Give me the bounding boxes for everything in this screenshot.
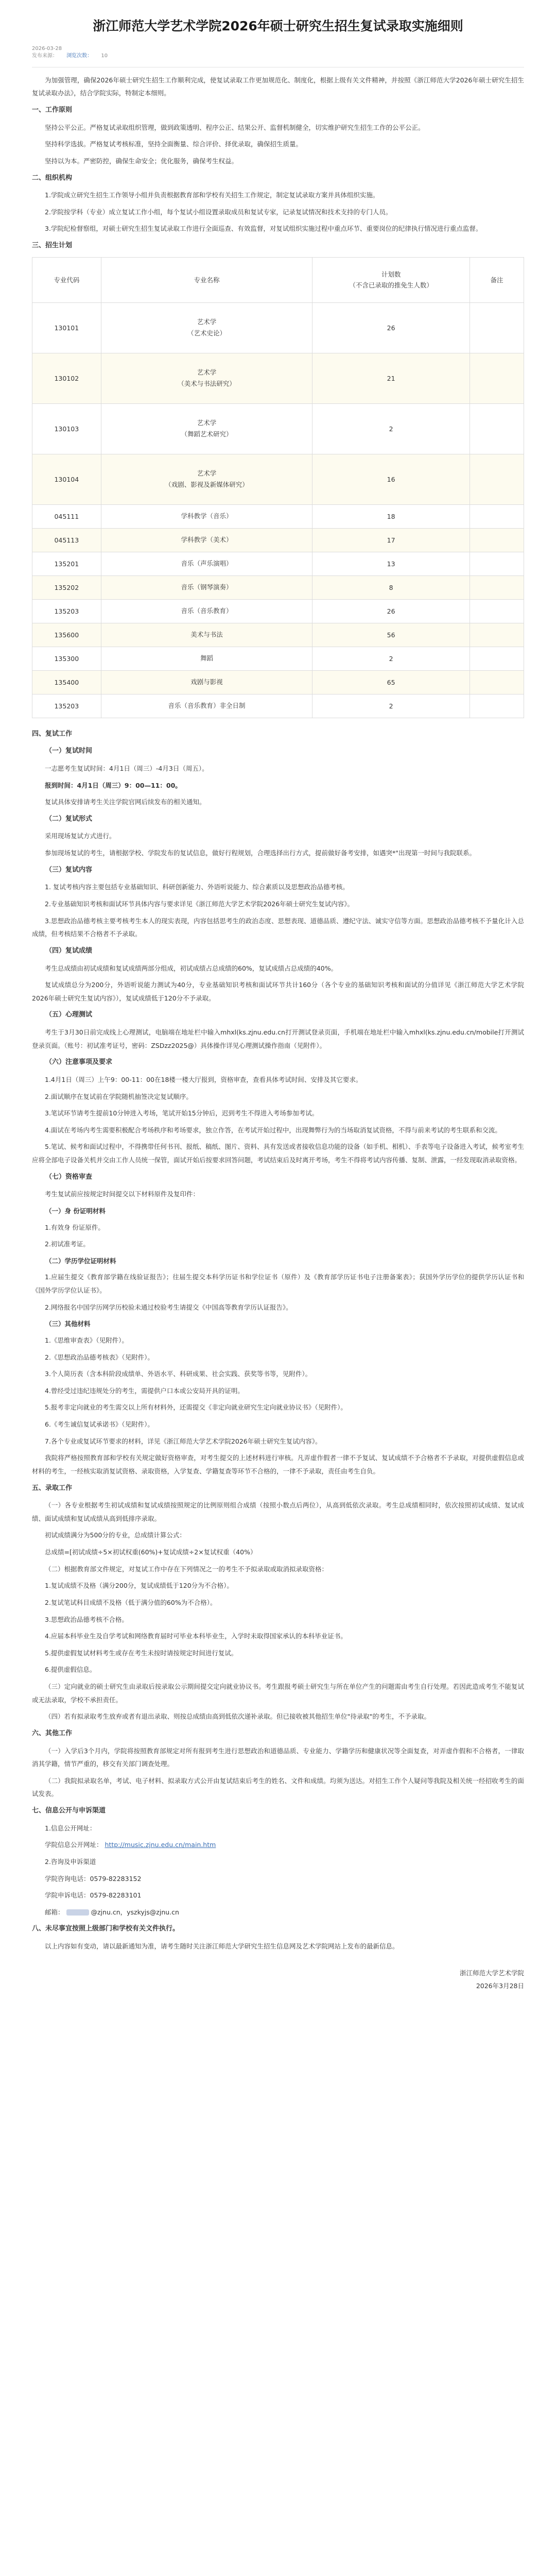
footer-date: 2026年3月28日 <box>476 1981 524 1990</box>
major-code-cell: 135201 <box>32 552 101 575</box>
major-code-cell: 130104 <box>32 454 101 504</box>
appeal-phone: 学院申诉电话：0579-82283101 <box>45 1891 142 1900</box>
paragraph: 采用现场复试方式进行。 <box>45 832 116 840</box>
meta-row <box>32 53 524 60</box>
column-header: 专业名称 <box>101 257 312 302</box>
paragraph: （一）各专业根据考生初试成绩和复试成绩按照规定的比例原则组合成绩（按照小数点后两位），从高到低依次录取。考生总成绩相同时，依次按照初试成绩、复试成绩、面试成绩和复试成绩从高到低排序录取。 <box>32 1501 524 1522</box>
plan-count-cell: 21 <box>312 353 470 403</box>
paragraph: 1.有效身 份证原件。 <box>45 1223 105 1231</box>
major-code-cell: 135600 <box>32 623 101 647</box>
section-heading: 七、信息公开与申诉渠道 <box>32 1807 106 1815</box>
major-name-cell: 艺术学 （舞蹈艺术研究） <box>101 403 312 454</box>
paragraph: 1.学院成立研究生招生工作领导小组并负责根据教育部和学校有关招生工作规定，制定复试录取方案并具体组织实施。 <box>45 191 379 199</box>
paragraph: 1. 复试考核内容主要包括专业基础知识、科研创新能力、外语听说能力、综合素质以及思想政治品德考核。 <box>45 883 349 891</box>
note-cell <box>470 552 524 575</box>
paragraph: 3.个人简历表（含本科阶段成绩单、外语水平、科研成果、社会实践、获奖等书等，见附件）。 <box>45 1370 312 1378</box>
note-cell <box>470 302 524 353</box>
views-count: 10 <box>101 53 108 59</box>
subsection-heading: （六）注意事项及要求 <box>45 1058 113 1066</box>
subsection-heading: （一）复试时间 <box>45 747 93 755</box>
paragraph: 3.思想政治品德考核主要考核考生本人的现实表现，内容包括思考生的政治态度、思想表现、道德品质、遵纪守法、诚实守信等方面。思想政治品德考核不予量化计入总成绩，但考核结果不合格者不予录取。 <box>32 917 524 938</box>
paragraph: 6.《考生诚信复试承诺书》（见附件）。 <box>45 1420 154 1429</box>
subsubsection-heading: （三）其他材料 <box>45 1320 91 1328</box>
paragraph: 2.咨询及申诉渠道 <box>45 1857 96 1866</box>
table-row <box>32 670 524 694</box>
plan-count-cell: 26 <box>312 302 470 353</box>
paragraph: 2.初试准考证。 <box>45 1240 90 1248</box>
paragraph: 考生复试前应按规定时间提交以下材料原件及复印件： <box>45 1190 200 1198</box>
major-code-cell: 130102 <box>32 353 101 403</box>
plan-count-cell: 2 <box>312 694 470 718</box>
email-label: 邮箱： <box>45 1908 64 1916</box>
plan-count-cell: 2 <box>312 647 470 670</box>
paragraph: 1.信息公开网址： <box>45 1824 96 1832</box>
section-heading: 二、组织机构 <box>32 174 73 182</box>
subsubsection-heading: （二）学历学位证明材料 <box>45 1257 116 1265</box>
major-name-cell: 美术与书法 <box>101 623 312 647</box>
note-cell <box>470 403 524 454</box>
page-title: 浙江师范大学艺术学院2026年硕士研究生招生复试录取实施细则 <box>93 19 463 33</box>
paragraph: （一）入学后3个月内，学院将按照教育部规定对所有报到考生进行思想政治和道德品质、专业能力、学籍学历和健康状况等全面复查，对弄虚作假和不合格者，一律取消其学籍，情节严重的，移交有关部门调查处理。 <box>32 1747 524 1768</box>
paragraph: 4.应届本科毕业生及自学考试和网络教育届时可毕业本科毕业生，入学时未取得国家承认的本科毕业证书。 <box>45 1632 347 1640</box>
table-row <box>32 623 524 647</box>
major-name-cell: 戏剧与影视 <box>101 670 312 694</box>
paragraph: 复试具体安排请考生关注学院官网后续发布的相关通知。 <box>45 798 206 806</box>
plan-count-cell: 65 <box>312 670 470 694</box>
major-code-cell: 135203 <box>32 694 101 718</box>
section-heading: 三、招生计划 <box>32 242 73 250</box>
subsection-heading: （四）复试成绩 <box>45 946 93 955</box>
table-row <box>32 302 524 353</box>
major-code-cell: 135202 <box>32 575 101 599</box>
paragraph: 考生于3月30日前完成线上心理测试，电脑端在地址栏中输入mhxl(ks.zjnu.edu.cn打开测试登录页面，手机端在地址栏中输入mhxl(ks.zjnu.edu.cn/mobile打开测试登录页面。（账号：初试准考证号，密码：ZSDzz2025@）具体操作详见心理测试操作指南（见附件）。 <box>32 1028 524 1049</box>
paragraph: 2.《思想政治品德考核表》（见附件）。 <box>45 1353 154 1361</box>
note-cell <box>470 694 524 718</box>
paragraph: 2.复试笔试科目成绩不及格（低于满分值的60%为不合格）。 <box>45 1598 217 1606</box>
info-url-line <box>32 1838 524 1852</box>
major-code-cell: 135400 <box>32 670 101 694</box>
table-row <box>32 647 524 670</box>
subsection-heading: （三）复试内容 <box>45 866 93 874</box>
note-cell <box>470 353 524 403</box>
column-header: 计划数 （不含已录取的推免生人数） <box>312 257 470 302</box>
paragraph: 6.提供虚假信息。 <box>45 1666 96 1674</box>
redacted-email <box>66 1909 89 1916</box>
info-url-label: 学院信息公开网址： <box>45 1841 103 1849</box>
paragraph: 我院将严格按照教育部和学校有关规定做好资格审查，对考生提交的上述材料进行审核。凡弄虚作假者一律不予复试、复试成绩不予合格者不予录取，对提供虚假信息或材料的考生，一经核实取消复试资格、录取资格，入学复查、学籍复查等环节不合格的，一律不予录取，责任由考生自负。 <box>32 1454 524 1475</box>
major-name-cell: 艺术学 （戏剧、影视及新媒体研究） <box>101 454 312 504</box>
major-name-cell: 学科教学（音乐） <box>101 504 312 528</box>
column-header: 专业代码 <box>32 257 101 302</box>
subsection-heading: （五）心理测试 <box>45 1011 93 1019</box>
paragraph: 2.网络报名中国学历网学历校验未通过校验考生请提交《中国高等教育学历认证报告》。 <box>45 1303 292 1311</box>
paragraph: 一志愿考生复试时间：4月1日（周三）-4月3日（周五）。 <box>45 764 208 772</box>
major-code-cell: 135300 <box>32 647 101 670</box>
table-row <box>32 403 524 454</box>
note-cell <box>470 528 524 552</box>
email-line <box>32 1906 524 1919</box>
subsubsection-heading: （一）身 份证明材料 <box>45 1207 106 1215</box>
paragraph: 4.面试在考场内考生需要积极配合考场秩序和考场要求，独立作答，在考试开始过程中，出现舞弊行为的当场取消复试资格，不得与前来考试的考生联系和交流。 <box>45 1126 501 1134</box>
plan-count-cell: 26 <box>312 599 470 623</box>
table-row <box>32 353 524 403</box>
subsection-heading: （二）复试形式 <box>45 815 93 823</box>
note-cell <box>470 575 524 599</box>
major-name-cell: 学科教学（美术） <box>101 528 312 552</box>
paragraph: 考生总成绩由初试成绩和复试成绩两部分组成，初试成绩占总成绩的60%，复试成绩占总成绩的40%。 <box>45 964 338 972</box>
major-code-cell: 135203 <box>32 599 101 623</box>
note-cell <box>470 623 524 647</box>
major-name-cell: 音乐（音乐教育）非全日制 <box>101 694 312 718</box>
paragraph: 参加现场复试的考生，请根据学校、学院发布的复试信息，做好行程规划，合理选择出行方式，提前做好备考安排，如遇突*"出现第一时间与我院联系。 <box>45 849 476 857</box>
footer-organization: 浙江师范大学艺术学院 <box>459 1969 524 1977</box>
table-row <box>32 504 524 528</box>
table-row <box>32 528 524 552</box>
paragraph: 5.提供虚假复试材料考生或存在考生未按时请按规定时间进行复试。 <box>45 1649 238 1657</box>
paragraph: 1.应届生提交《教育部学籍在线验证报告》；往届生提交本科学历证书和学位证书（原件）及《教育部学历证书电子注册备案表》；获国外学历学位的提供学历认证书和《国外学历学位认证书》。 <box>32 1273 524 1295</box>
paragraph: 4.曾经受过违纪违规处分的考生，需提供户口本或公安局开具的证明。 <box>45 1386 244 1395</box>
paragraph: （二）我院拟录取名单，考试、电子材料、拟录取方式公开由复试结束后考生的姓名、文件和成绩。均须为送达。对招生工作个人疑问等我院及相关统一经招收考生的面试发表。 <box>32 1776 524 1798</box>
paragraph: 总成绩=[初试成绩÷5×初试权重(60%)+复试成绩÷2×复试权重（40%） <box>45 1548 257 1556</box>
table-row <box>32 454 524 504</box>
major-code-cell: 045113 <box>32 528 101 552</box>
paragraph: 坚持以为本。严密防控，确保生命安全；优化服务，确保考生权益。 <box>45 157 238 165</box>
major-code-cell: 045111 <box>32 504 101 528</box>
section-heading: 八、未尽事宜按照上级部门和学校有关文件执行。 <box>32 1925 180 1933</box>
table-row <box>32 694 524 718</box>
major-name-cell: 音乐（钢琴演奏） <box>101 575 312 599</box>
paragraph: 以上内容如有变动，请以最新通知为准，请考生随时关注浙江师范大学研究生招生信息网及艺术学院网站上发布的最新信息。 <box>45 1942 399 1951</box>
section-heading: 四、复试工作 <box>32 730 73 738</box>
major-code-cell: 130103 <box>32 403 101 454</box>
enrollment-plan-table <box>32 257 524 718</box>
plan-count-cell: 17 <box>312 528 470 552</box>
paragraph: 初试成绩满分为500分的专业，总成绩计算公式： <box>45 1531 186 1539</box>
note-cell <box>470 599 524 623</box>
note-cell <box>470 670 524 694</box>
plan-count-cell: 2 <box>312 403 470 454</box>
intro-paragraph: 为加强管理，确保2026年硕士研究生招生工作顺利完成，使复试录取工作更加规范化、制度化，根据上级有关文件精神，并按照《浙江师范大学2026年硕士研究生招生复试录取办法》，结合学院实际，特制定本细则。 <box>32 76 524 97</box>
table-row <box>32 575 524 599</box>
plan-count-cell: 8 <box>312 575 470 599</box>
plan-count-cell: 16 <box>312 454 470 504</box>
table-header-row <box>32 257 524 302</box>
paragraph: 1.《思维审查表》（见附件）。 <box>45 1336 128 1344</box>
paragraph: 5.笔试、候考和面试过程中，不得携带任何书刊、报纸、稿纸、图片、资料、具有发送或者接收信息功能的设备（如手机、相机）、手表等电子设备进入考试，候考室考生应将全部电子设备关机并交由工作人员统一保管，面试开始后按要求回答问题，考试结束后及时离开考场，考生不得将考试内容传播、复制、泄露，一经发现取消录取资格。 <box>32 1143 524 1164</box>
note-cell <box>470 504 524 528</box>
paragraph: 5.报考非定向就业的考生需交以上所有材料外，还需提交《非定向就业研究生定向就业协议书》（见附件）。 <box>45 1403 347 1412</box>
paragraph: （四）若有拟录取考生放弃或者有退出录取、则按总成绩由高到低依次递补录取。但已接收被其他招生单位"待录取"的考生，不予录取。 <box>45 1713 431 1721</box>
major-name-cell: 艺术学 （美术与书法研究） <box>101 353 312 403</box>
paragraph: 坚持公平公正。严格复试录取组织管理，做到政策透明、程序公正、结果公开、监督机制健全，切实维护研究生招生工作的公平公正。 <box>45 123 425 131</box>
paragraph: 3.学院纪检督察组，对硕士研究生招生复试录取工作进行全面巡查、有效监督，对复试组织实施过程中重点环节、重要岗位的纪律执行情况进行重点监督。 <box>45 225 482 233</box>
paragraph: （二）根据教育部文件规定，对复试工作中存在下列情况之一的考生不予拟录取或取消拟录取资格： <box>45 1565 328 1573</box>
section-heading: 六、其他工作 <box>32 1729 73 1737</box>
table-row <box>32 599 524 623</box>
major-name-cell: 音乐（声乐演唱） <box>101 552 312 575</box>
paragraph: 报到时间：4月1日（周三）9：00—11：00。 <box>45 781 182 789</box>
note-cell <box>470 647 524 670</box>
plan-count-cell: 13 <box>312 552 470 575</box>
table-row <box>32 552 524 575</box>
paragraph: 7.各个专业或复试环节要求的材料，详见《浙江师范大学艺术学院2026年硕士研究生复试内容》。 <box>45 1437 322 1445</box>
paragraph: 2.面试顺序在复试前在学院随机抽签决定复试顺序。 <box>45 1092 193 1100</box>
major-name-cell: 音乐（音乐教育） <box>101 599 312 623</box>
column-header: 备注 <box>470 257 524 302</box>
email-tail: @zjnu.cn，yszkyjs@zjnu.cn <box>91 1908 179 1916</box>
major-name-cell: 舞蹈 <box>101 647 312 670</box>
source-label: 发布来源： <box>32 53 58 59</box>
paragraph: 坚持科学选拔。严格复试考核标准，坚持全面衡量、综合评价、择优录取，确保招生质量。 <box>45 140 303 148</box>
views-label[interactable]: 浏览次数： <box>66 53 93 59</box>
major-name-cell: 艺术学 （艺术史论） <box>101 302 312 353</box>
section-heading: 一、工作原则 <box>32 106 73 114</box>
paragraph: （三）定向就业的硕士研究生由录取后按录取公示期间提交定向就业协议书。考生跟报考硕士研究生与所在单位产生的问题需由考生自行处理。若因此造成考生不能复试或无法录取，学校不承担责任。 <box>32 1683 524 1704</box>
plan-count-cell: 56 <box>312 623 470 647</box>
paragraph: 3.思想政治品德考核不合格。 <box>45 1615 128 1623</box>
paragraph: 2.学院按学科（专业）成立复试工作小组，每个复试小组设置录取成员和复试专家，记录复试情况和技术支持的专门人员。 <box>45 208 392 216</box>
note-cell <box>470 454 524 504</box>
consult-phone: 学院咨询电话：0579-82283152 <box>45 1874 142 1883</box>
major-code-cell: 130101 <box>32 302 101 353</box>
section-heading: 五、录取工作 <box>32 1484 73 1492</box>
paragraph: 1.复试成绩不及格（满分200分，复试成绩低于120分为不合格）。 <box>45 1582 233 1590</box>
paragraph: 复试成绩总分为200分，外语听说能力测试为40分，专业基础知识考核和面试环节共计160分（各个专业的基础知识考核和面试的分值详见《浙江师范大学艺术学院2026年硕士研究生复试内容》），复试成绩低于120分不予录取。 <box>32 981 524 1002</box>
paragraph: 3.笔试环节请考生提前10分钟进入考场，笔试开始15分钟后，迟到考生不得进入考场参加考试。 <box>45 1109 319 1117</box>
paragraph: 1.4月1日（周三）上午9：00-11：00在18楼一楼大厅报到，资格审查，查看具体考试时间、安排及其它要求。 <box>45 1075 362 1083</box>
subsection-heading: （七）资格审查 <box>45 1173 93 1181</box>
plan-count-cell: 18 <box>312 504 470 528</box>
info-url-link[interactable]: http://music.zjnu.edu.cn/main.htm <box>105 1841 216 1849</box>
publish-date: 2026-03-28 <box>32 45 62 52</box>
paragraph: 2.专业基础知识考核和面试环节具体内容与要求详见《浙江师范大学艺术学院2026年硕士研究生复试内容》。 <box>45 900 354 908</box>
